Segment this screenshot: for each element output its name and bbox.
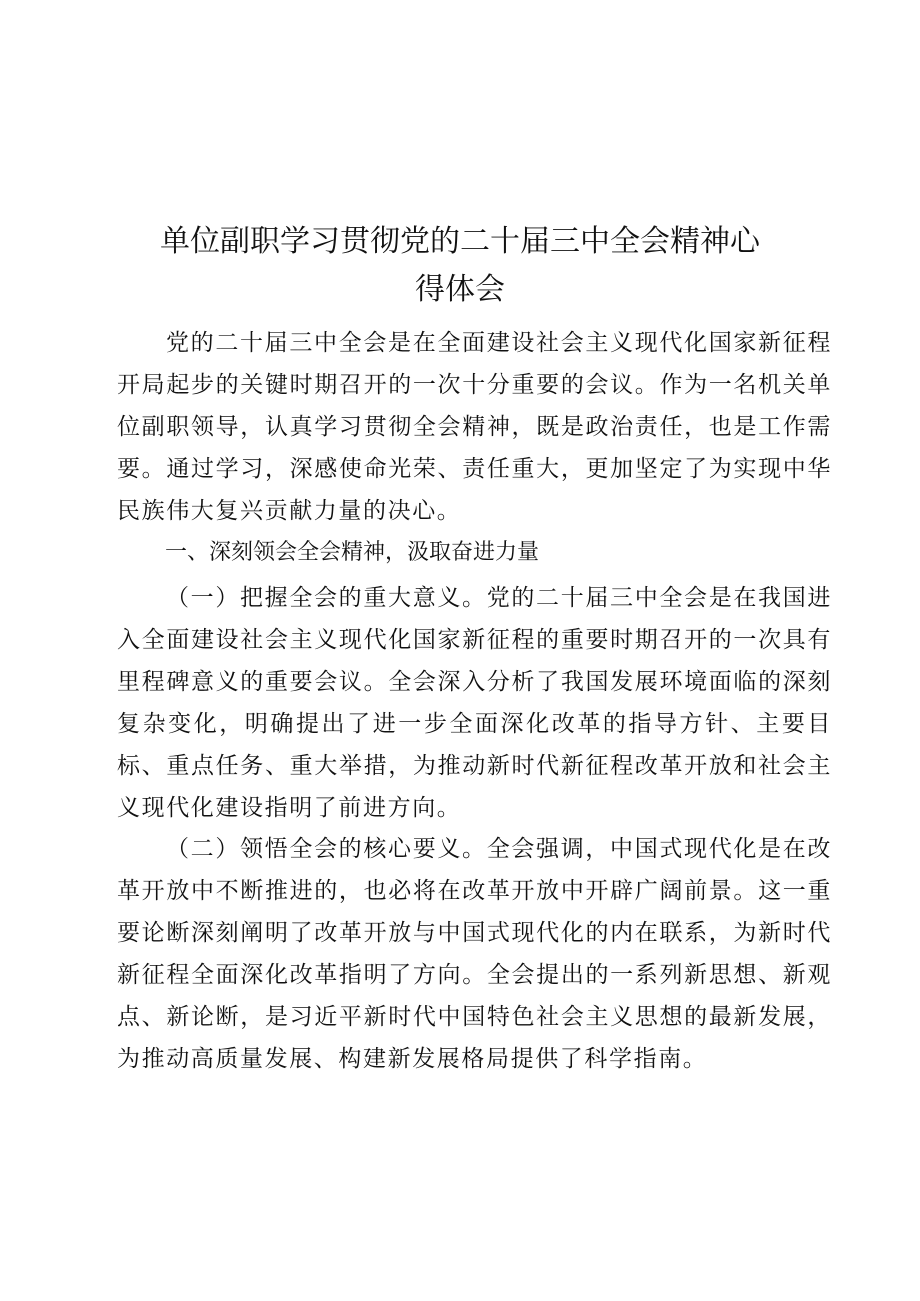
section-1-heading: 一、深刻领会全会精神，汲取奋进力量 xyxy=(165,540,540,565)
paragraph-core-essence: （二）领悟全会的核心要义。全会强调，中国式现代化是在改革开放中不断推进的，也必将在改革开放中开辟广阔前景。这一重要论断深刻阐明了改革开放与中国式现代化的内在联系，为新时代新征程全面深化改革指明了方向。全会提出的一系列新思想、新观点、新论断，是习近平新时代中国特色社会主义思想的最新发展，为推动高质量发展、构建新发展格局提供了科学指南。 xyxy=(117,836,832,1072)
document-title-line-2: 得体会 xyxy=(415,272,505,307)
paragraph-significance: （一）把握全会的重大意义。党的二十届三中全会是在我国进入全面建设社会主义现代化国家新征程的重要时期召开的一次具有里程碑意义的重要会议。全会深入分析了我国发展环境面临的深刻复杂变化，明确提出了进一步全面深化改革的指导方针、主要目标、重点任务、重大举措，为推动新时代新征程改革开放和社会主义现代化建设指明了前进方向。 xyxy=(117,585,832,821)
intro-paragraph: 党的二十届三中全会是在全面建设社会主义现代化国家新征程开局起步的关键时期召开的一次十分重要的会议。作为一名机关单位副职领导，认真学习贯彻全会精神，既是政治责任，也是工作需要。通过学习，深感使命光荣、责任重大，更加坚定了为实现中华民族伟大复兴贡献力量的决心。 xyxy=(117,330,832,524)
document-title-line-1: 单位副职学习贯彻党的二十届三中全会精神心 xyxy=(160,224,760,259)
